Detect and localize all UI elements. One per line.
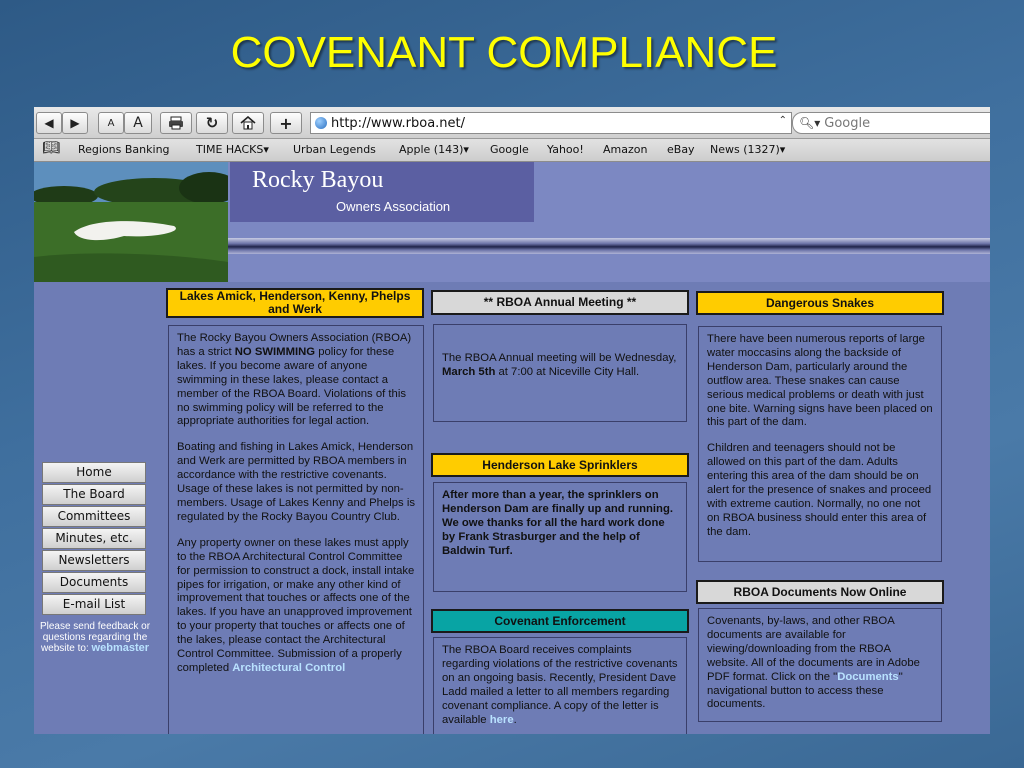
text-bigger-button[interactable]: A (124, 112, 152, 134)
globe-icon (315, 117, 327, 129)
meeting-location: at 7:00 at Niceville City Hall. (495, 365, 640, 378)
meeting-text: The RBOA Annual meeting will be Wednesday, (442, 352, 677, 364)
letter-here-link[interactable]: here (489, 713, 514, 726)
lakes-p1-text: The Rocky Bayou Owners Association (RBOA) has a strict (177, 332, 412, 358)
annual-meeting-panel (433, 324, 687, 422)
nav-minutes-button[interactable]: Minutes, etc. (42, 528, 146, 549)
nav-home-button[interactable]: Home (42, 462, 146, 483)
browser-toolbar (34, 107, 990, 139)
nav-the-board-button[interactable]: The Board (42, 484, 146, 505)
site-subtitle: Owners Association (336, 199, 451, 214)
forward-arrow-icon[interactable]: ▶ (62, 112, 88, 134)
bookmark-news[interactable]: News (1327)▾ (710, 143, 786, 156)
add-bookmark-button[interactable]: + (270, 112, 302, 134)
snakes-panel (698, 326, 942, 562)
documents-text: Covenants, by-laws, and other RBOA documents are available for viewing/downloading from the RBOA website. All of the documents are in Adobe PDF format. Click on the " (707, 615, 920, 683)
print-icon[interactable] (160, 112, 192, 134)
nav-newsletters-button[interactable]: Newsletters (42, 550, 146, 571)
webmaster-link[interactable]: webmaster (91, 642, 150, 654)
feedback-text: Please send feedback or questions regarding the website to: (39, 621, 151, 654)
lakes-p1-rest: policy for these lakes. If you become aware of anyone swimming in these lakes, please contact a member of the RBOA Board. Violations of this no swimming policy will be referred to the appropriate authorities for legal action. (177, 345, 406, 428)
snakes-paragraph-2: Children and teenagers should not be allowed on this part of the dam. Adults entering this area of the dam should be on alert for the presence of snakes and proceed with extreme caution. Normally, no one not on RBOA business should enter this area of the dam. (707, 442, 932, 538)
browser-screenshot (34, 107, 990, 734)
enforcement-period: . (513, 713, 517, 726)
bookmarks-bar (34, 139, 990, 162)
documents-panel (698, 608, 942, 722)
architectural-control-link[interactable]: Architectural Control (232, 661, 346, 674)
bookmark-time-hacks[interactable]: TIME HACKS▾ (196, 143, 269, 156)
meeting-date: March 5th (442, 365, 496, 378)
url-field[interactable] (310, 112, 792, 134)
covenant-enforcement-panel (433, 637, 687, 734)
annual-meeting-heading: ** RBOA Annual Meeting ** (431, 290, 689, 315)
covenant-enforcement-heading: Covenant Enforcement (431, 609, 689, 633)
site-logo[interactable] (230, 162, 534, 222)
sprinklers-heading: Henderson Lake Sprinklers (431, 453, 689, 477)
snakes-heading: Dangerous Snakes (696, 291, 944, 315)
lakes-paragraph-3 (177, 537, 415, 676)
nav-committees-button[interactable]: Committees (42, 506, 146, 527)
lakes-heading: Lakes Amick, Henderson, Kenny, Phelps and Werk (166, 288, 424, 318)
snapback-icon[interactable]: ⌃ (778, 115, 787, 126)
documents-text-end: " navigational button to access these documents. (707, 670, 903, 711)
search-field[interactable] (792, 112, 990, 134)
slide-title: COVENANT COMPLIANCE (230, 28, 778, 77)
header-divider (228, 238, 990, 254)
site-title: Rocky Bayou (252, 167, 384, 193)
bookmark-regions-banking[interactable]: Regions Banking (78, 143, 170, 156)
lakes-paragraph-2: Boating and fishing in Lakes Amick, Henderson and Werk are permitted by RBOA members in accordance with the restrictive covenants. Usage of these lakes is not permitted by non-members. Usage of Lakes Kenny and Phelps is regulated by the Rocky Bayou Country Club. (177, 441, 415, 523)
bookmark-ebay[interactable]: eBay (667, 143, 695, 156)
reload-icon[interactable]: ↻ (196, 112, 228, 134)
nav-documents-button[interactable]: Documents (42, 572, 146, 593)
lakes-paragraph-1 (177, 332, 415, 429)
snakes-paragraph-1: There have been numerous reports of large water moccasins along the backside of Henderson Dam, particularly around the outflow area. These snakes can cause serious medical problems or death with just one bite. Warning signs have been placed on this part of the dam. (707, 333, 933, 429)
bookmark-google[interactable]: Google (490, 143, 529, 156)
bookmark-apple[interactable]: Apple (143)▾ (399, 143, 469, 156)
golf-course-photo (34, 162, 228, 282)
documents-heading: RBOA Documents Now Online (696, 580, 944, 604)
search-icon: 🔍︎▾ (799, 116, 821, 130)
nav-email-list-button[interactable]: E-mail List (42, 594, 146, 615)
lakes-p3-text: Any property owner on these lakes must apply to the RBOA Architectural Control Committee for permission to construct a dock, install intake pipes for irrigation, or make any other kind of improvement that touches or affects one of the lakes. If you have an unapproved improvement to your property that touches or affects one of the lakes, please contact the Architectural Control Committee. Submission of a properly completed (177, 536, 415, 674)
bookmark-yahoo[interactable]: Yahoo! (547, 143, 584, 156)
text-smaller-button[interactable]: A (98, 112, 124, 134)
lakes-panel (168, 325, 424, 734)
no-swimming-text: NO SWIMMING (234, 345, 316, 358)
site-header (34, 162, 990, 282)
search-placeholder: Google (824, 115, 871, 131)
open-book-icon[interactable]: 📖︎ (42, 140, 60, 156)
documents-link[interactable]: Documents (837, 670, 899, 683)
home-icon[interactable] (232, 112, 264, 134)
url-text: http://www.rboa.net/ (331, 115, 466, 131)
enforcement-text: The RBOA Board receives complaints regarding violations of the restrictive covenants on an ongoing basis. Recently, President Dave Ladd mailed a letter to all members regarding covenant compliance. A copy of the letter is available (442, 644, 678, 726)
feedback-note (34, 621, 156, 654)
back-arrow-icon[interactable]: ◀ (36, 112, 62, 134)
bookmark-urban-legends[interactable]: Urban Legends (293, 143, 376, 156)
bookmark-amazon[interactable]: Amazon (603, 143, 648, 156)
sprinklers-panel: After more than a year, the sprinklers on Henderson Dam are finally up and running. We owe thanks for all the hard work done by Frank Strasburger and the help of Baldwin Turf. (433, 482, 687, 592)
